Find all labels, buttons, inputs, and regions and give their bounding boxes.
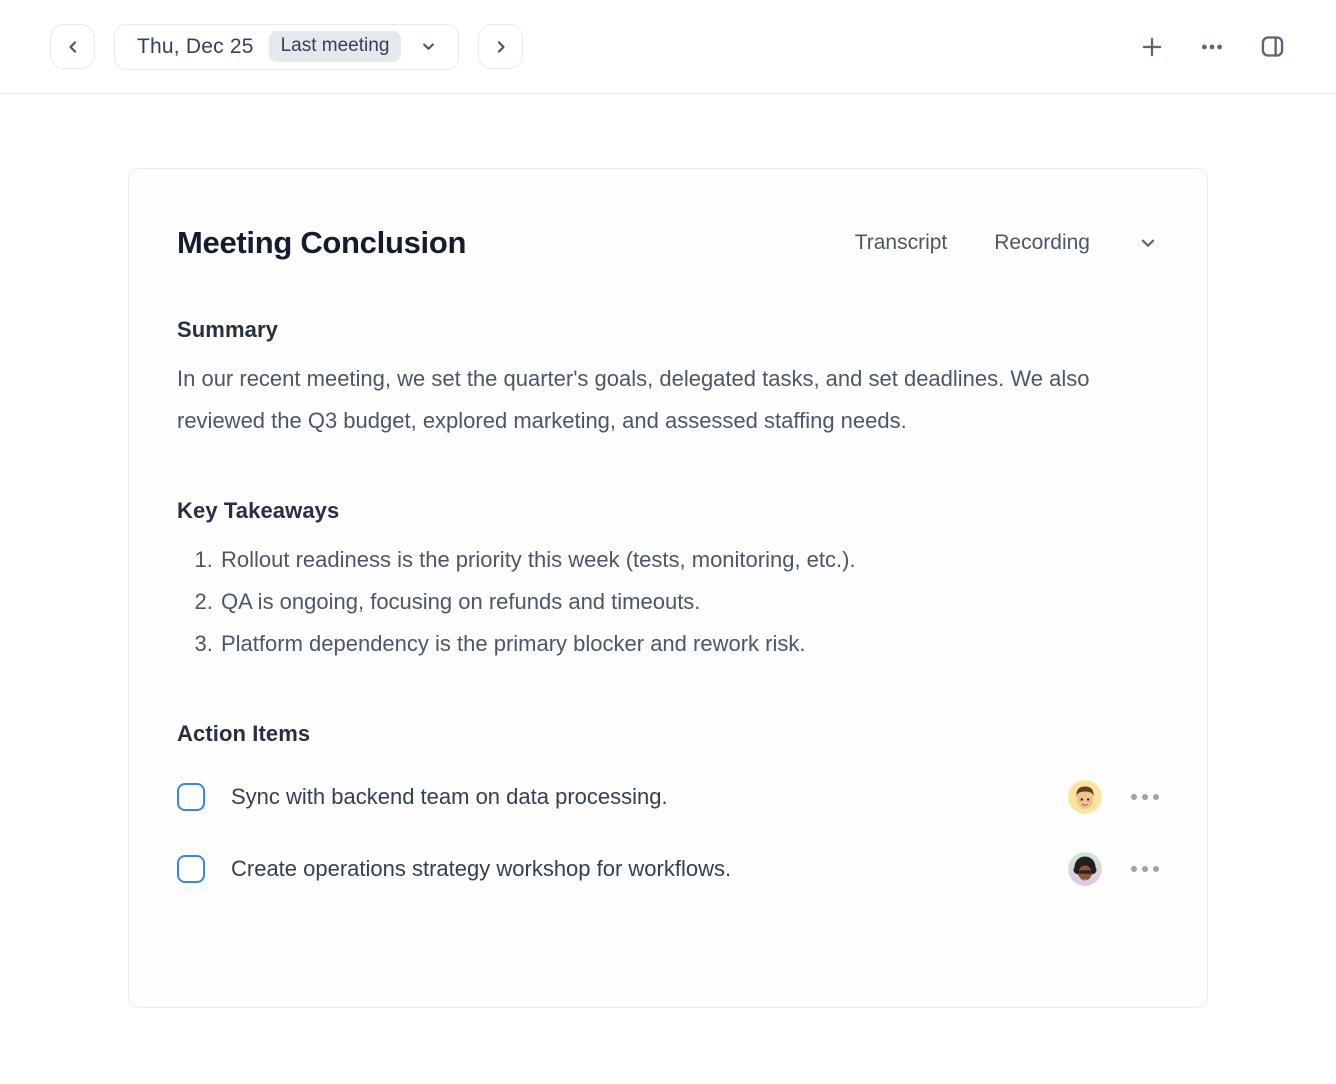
card-header xyxy=(177,225,1159,261)
action-item-meta xyxy=(1068,780,1159,814)
chevron-right-icon xyxy=(491,37,511,57)
last-meeting-badge: Last meeting xyxy=(269,31,402,62)
chevron-down-icon xyxy=(419,37,438,56)
action-item-checkbox[interactable] xyxy=(177,855,205,883)
topbar xyxy=(0,0,1336,94)
action-item-row xyxy=(177,773,1159,820)
meeting-summary-card xyxy=(128,168,1208,1008)
card-header-actions xyxy=(855,231,1159,255)
transcript-link[interactable]: Transcript xyxy=(854,231,948,254)
action-item-label: Create operations strategy workshop for workflows. xyxy=(231,855,732,881)
add-button[interactable] xyxy=(1138,33,1166,61)
ellipsis-icon xyxy=(1142,794,1148,800)
previous-meeting-button[interactable] xyxy=(50,24,95,69)
action-item-menu-button[interactable] xyxy=(1131,790,1159,804)
action-item-menu-button[interactable] xyxy=(1131,862,1159,876)
next-meeting-button[interactable] xyxy=(478,24,523,69)
action-item-checkbox[interactable] xyxy=(177,783,205,811)
action-item-meta xyxy=(1068,852,1159,886)
ellipsis-icon xyxy=(1199,34,1225,60)
ellipsis-icon xyxy=(1142,866,1148,872)
ellipsis-icon xyxy=(1153,794,1159,800)
ellipsis-icon xyxy=(1153,866,1159,872)
list-item: 2. QA is ongoing, focusing on refunds and timeouts. xyxy=(219,581,1159,623)
meeting-navigator xyxy=(50,24,523,70)
topbar-actions xyxy=(1138,33,1286,61)
panel-right-icon xyxy=(1259,33,1286,60)
ellipsis-icon xyxy=(1131,866,1137,872)
chevron-left-icon xyxy=(63,37,83,57)
date-label: Thu, Dec 25 xyxy=(137,34,254,58)
action-item-label: Sync with backend team on data processing. xyxy=(231,783,668,809)
collapse-card-chevron-down-icon[interactable] xyxy=(1137,232,1159,254)
summary-text: In our recent meeting, we set the quarter's goals, delegated tasks, and set deadlines. We also reviewed the Q3 budget, explored marketing, and assessed staffing needs. xyxy=(177,366,1090,433)
action-items-list xyxy=(177,773,1159,892)
assignee-avatar[interactable] xyxy=(1068,852,1102,886)
action-item-row xyxy=(177,845,1159,892)
page-title: Meeting Conclusion xyxy=(177,225,467,260)
toggle-sidebar-button[interactable] xyxy=(1258,33,1286,61)
date-selector[interactable] xyxy=(114,24,459,70)
plus-icon xyxy=(1139,34,1165,60)
list-item: 1. Rollout readiness is the priority this week (tests, monitoring, etc.). xyxy=(219,539,1159,581)
key-takeaways-heading: Key Takeaways xyxy=(177,498,340,523)
ellipsis-icon xyxy=(1131,794,1137,800)
list-item: 3. Platform dependency is the primary blocker and rework risk. xyxy=(219,623,1159,665)
key-takeaways-list xyxy=(177,539,1159,665)
summary-heading: Summary xyxy=(177,317,278,342)
assignee-avatar[interactable] xyxy=(1068,780,1102,814)
more-options-button[interactable] xyxy=(1198,33,1226,61)
recording-link[interactable]: Recording xyxy=(994,231,1090,254)
action-items-heading: Action Items xyxy=(177,721,311,746)
